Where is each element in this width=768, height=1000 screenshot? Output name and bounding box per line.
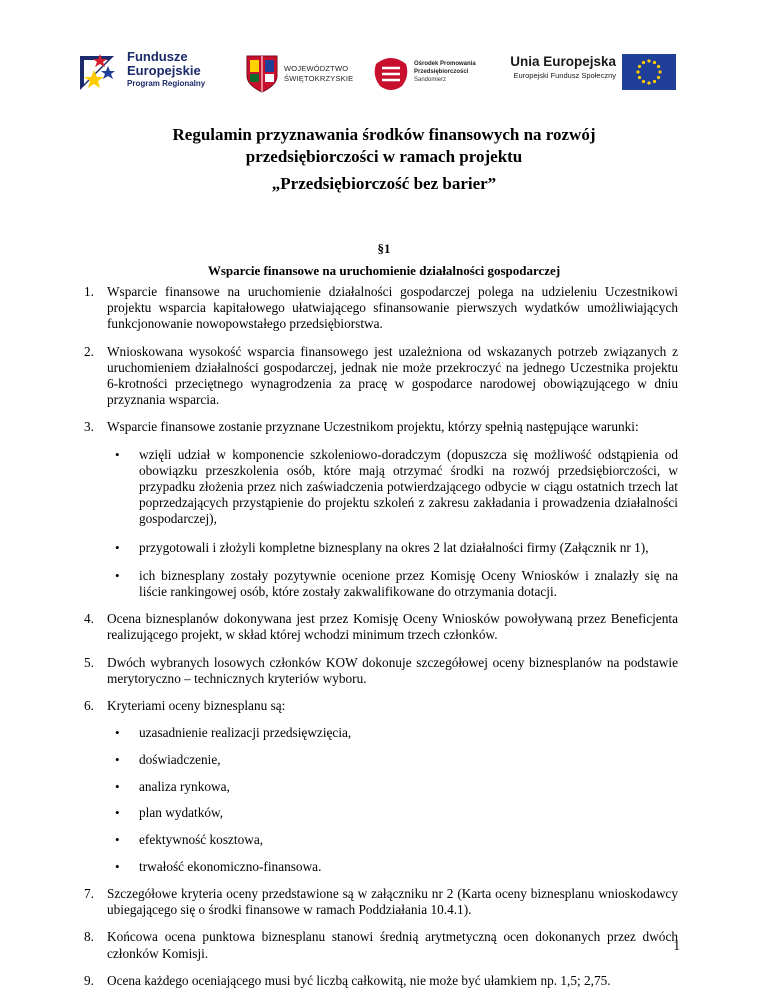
item-number: 6. bbox=[84, 698, 94, 714]
list-item bbox=[82, 344, 678, 409]
eu-star bbox=[638, 76, 641, 79]
logo-strip bbox=[0, 0, 768, 100]
item-number: 3. bbox=[84, 419, 94, 435]
ue-fund-label: Europejski Fundusz Społeczny bbox=[513, 71, 616, 80]
opp-sandomierz-logo bbox=[372, 44, 492, 104]
eu-star bbox=[657, 76, 660, 79]
eu-star bbox=[647, 81, 650, 84]
eu-star bbox=[653, 61, 656, 64]
bullet-item: • ich biznesplany zostały pozytywnie ocenione przez Komisję Oceny Wniosków i znalazły się na liście rankingowej osób, które zostały zakwalifikowane do otrzymania dotacji. bbox=[107, 568, 678, 600]
item-text: Wsparcie finansowe zostanie przyznane Uczestnikom projektu, którzy spełnią następujące warunki: bbox=[107, 419, 639, 435]
document-subtitle: „Przedsiębiorczość bez barier” bbox=[271, 174, 497, 193]
eu-star bbox=[653, 80, 656, 83]
eu-star bbox=[636, 70, 639, 73]
item-number: 8. bbox=[84, 929, 94, 945]
list-item bbox=[82, 284, 678, 333]
list-item bbox=[82, 929, 678, 961]
item-text: Wnioskowana wysokość wsparcia finansowego jest uzależniona od wskazanych potrzeb związanych z uruchomieniem działalności gospodarczej, jednak nie może przekroczyć na jednego Uczestnika projektu 6-krotności przeciętnego wynagrodzenia za pracę w gospodarce narodowej obowiązującego w dniu przyznania wsparcia. bbox=[107, 343, 678, 408]
ue-title: Unia Europejska bbox=[510, 54, 616, 69]
sw-line2: ŚWIĘTOKRZYSKIE bbox=[284, 74, 354, 83]
item-number: 5. bbox=[84, 654, 94, 670]
item-text: Wsparcie finansowe na uruchomienie działalności gospodarczej polega na udzieleniu Uczestnikowi projektu wsparcia kapitałowego ułatwiającego sfinansowanie pierwszych wydatków umożliwiających funkcjonowanie nowopowstałego przedsiębiorstwa. bbox=[107, 284, 678, 332]
item-text: Kryteriami oceny biznesplanu są: bbox=[107, 698, 286, 714]
regulation-content bbox=[82, 284, 678, 1000]
eu-star bbox=[638, 65, 641, 68]
item-text: Ocena biznesplanów dokonywana jest przez Komisję Oceny Wniosków powoływaną przez Beneficjenta realizującego projekt, w skład której wchodzi minimum trzech członków. bbox=[107, 611, 678, 643]
opp-emblem-icon bbox=[372, 54, 410, 92]
fe-star-icon bbox=[80, 50, 122, 90]
fundusze-europejskie-logo bbox=[80, 44, 220, 104]
opp-line1: Ośrodek Promowania bbox=[414, 61, 476, 67]
bullet-item: • trwałość ekonomiczno-finansowa. bbox=[107, 859, 678, 875]
fe-name-line2: Europejskie bbox=[127, 63, 201, 78]
swietokrzyskie-logo bbox=[245, 44, 375, 104]
opp-line3: Sandomierz bbox=[414, 77, 447, 83]
conditions-bullet-list bbox=[107, 447, 678, 601]
item-number: 2. bbox=[84, 343, 94, 359]
fe-program-label: Program Regionalny bbox=[127, 79, 206, 88]
unia-europejska-logo bbox=[494, 44, 684, 104]
sw-line1: WOJEWÓDZTWO bbox=[284, 64, 349, 73]
eu-star bbox=[642, 80, 645, 83]
list-item bbox=[82, 698, 678, 875]
page-number: 1 bbox=[673, 938, 680, 953]
criteria-bullet-list bbox=[107, 725, 678, 875]
coat-of-arms-icon bbox=[245, 54, 279, 94]
bullet-item: • doświadczenie, bbox=[107, 752, 678, 768]
eu-star bbox=[658, 70, 661, 73]
eu-star bbox=[642, 61, 645, 64]
eu-flag-icon bbox=[622, 54, 676, 90]
item-text: Dwóch wybranych losowych członków KOW dokonuje szczegółowej oceny biznesplanów na podstawie merytoryczno – technicznych kryteriów wyboru. bbox=[107, 654, 678, 686]
opp-line2: Przedsiębiorczości bbox=[414, 69, 469, 75]
eu-star bbox=[647, 59, 650, 62]
list-item bbox=[82, 655, 678, 687]
bullet-item: • przygotowali i złożyli kompletne biznesplany na okres 2 lat działalności firmy (Załącznik nr 1), bbox=[107, 540, 678, 556]
list-item bbox=[82, 973, 678, 989]
item-text: Szczegółowe kryteria oceny przedstawione są w załączniku nr 2 (Karta oceny biznesplanu wnioskodawcy ubiegającego się o środki finansowe w ramach Poddziałania 10.4.1). bbox=[107, 885, 678, 918]
item-number: 1. bbox=[84, 284, 94, 299]
list-item bbox=[82, 611, 678, 643]
fe-name-line1: Fundusze bbox=[127, 49, 188, 64]
eu-star bbox=[657, 65, 660, 68]
item-text: Końcowa ocena punktowa biznesplanu stanowi średnią arytmetyczną ocen dokonanych przez dwóch członków Komisji. bbox=[107, 929, 678, 961]
bullet-item: • analiza rynkowa, bbox=[107, 779, 678, 795]
bullet-item: • efektywność kosztowa, bbox=[107, 832, 678, 848]
item-number: 9. bbox=[84, 972, 94, 988]
bullet-item: • wzięli udział w komponencie szkoleniowo-doradczym (dopuszcza się możliwość odstąpienia od obowiązku przeszkolenia osób, które mają otrzymać środki na rozwój przedsiębiorczości, w przypadku złożenia przez nich zaświadczenia potwierdzającego odbycie w ciągu ostatnich trzech lat poprzedzających przystąpienie do projektu szkoleń z zakresu zakładania i prowadzenia działalności gospodarczej), bbox=[107, 447, 678, 528]
item-number: 4. bbox=[84, 611, 94, 627]
item-number: 7. bbox=[84, 885, 94, 901]
bullet-item: • plan wydatków, bbox=[107, 805, 678, 821]
bullet-item: • uzasadnienie realizacji przedsięwzięcia, bbox=[107, 725, 678, 741]
list-item bbox=[82, 886, 678, 918]
document-title: Regulamin przyznawania środków finansowych na rozwój przedsiębiorczości w ramach projektu bbox=[172, 125, 596, 166]
numbered-list bbox=[82, 284, 678, 989]
item-text: Ocena każdego oceniającego musi być liczbą całkowitą, nie może być ułamkiem np. 1,5; 2,75. bbox=[107, 972, 611, 988]
list-item bbox=[82, 419, 678, 600]
section-mark: §1 bbox=[377, 241, 391, 256]
section-title: Wsparcie finansowe na uruchomienie działalności gospodarczej bbox=[207, 263, 561, 278]
